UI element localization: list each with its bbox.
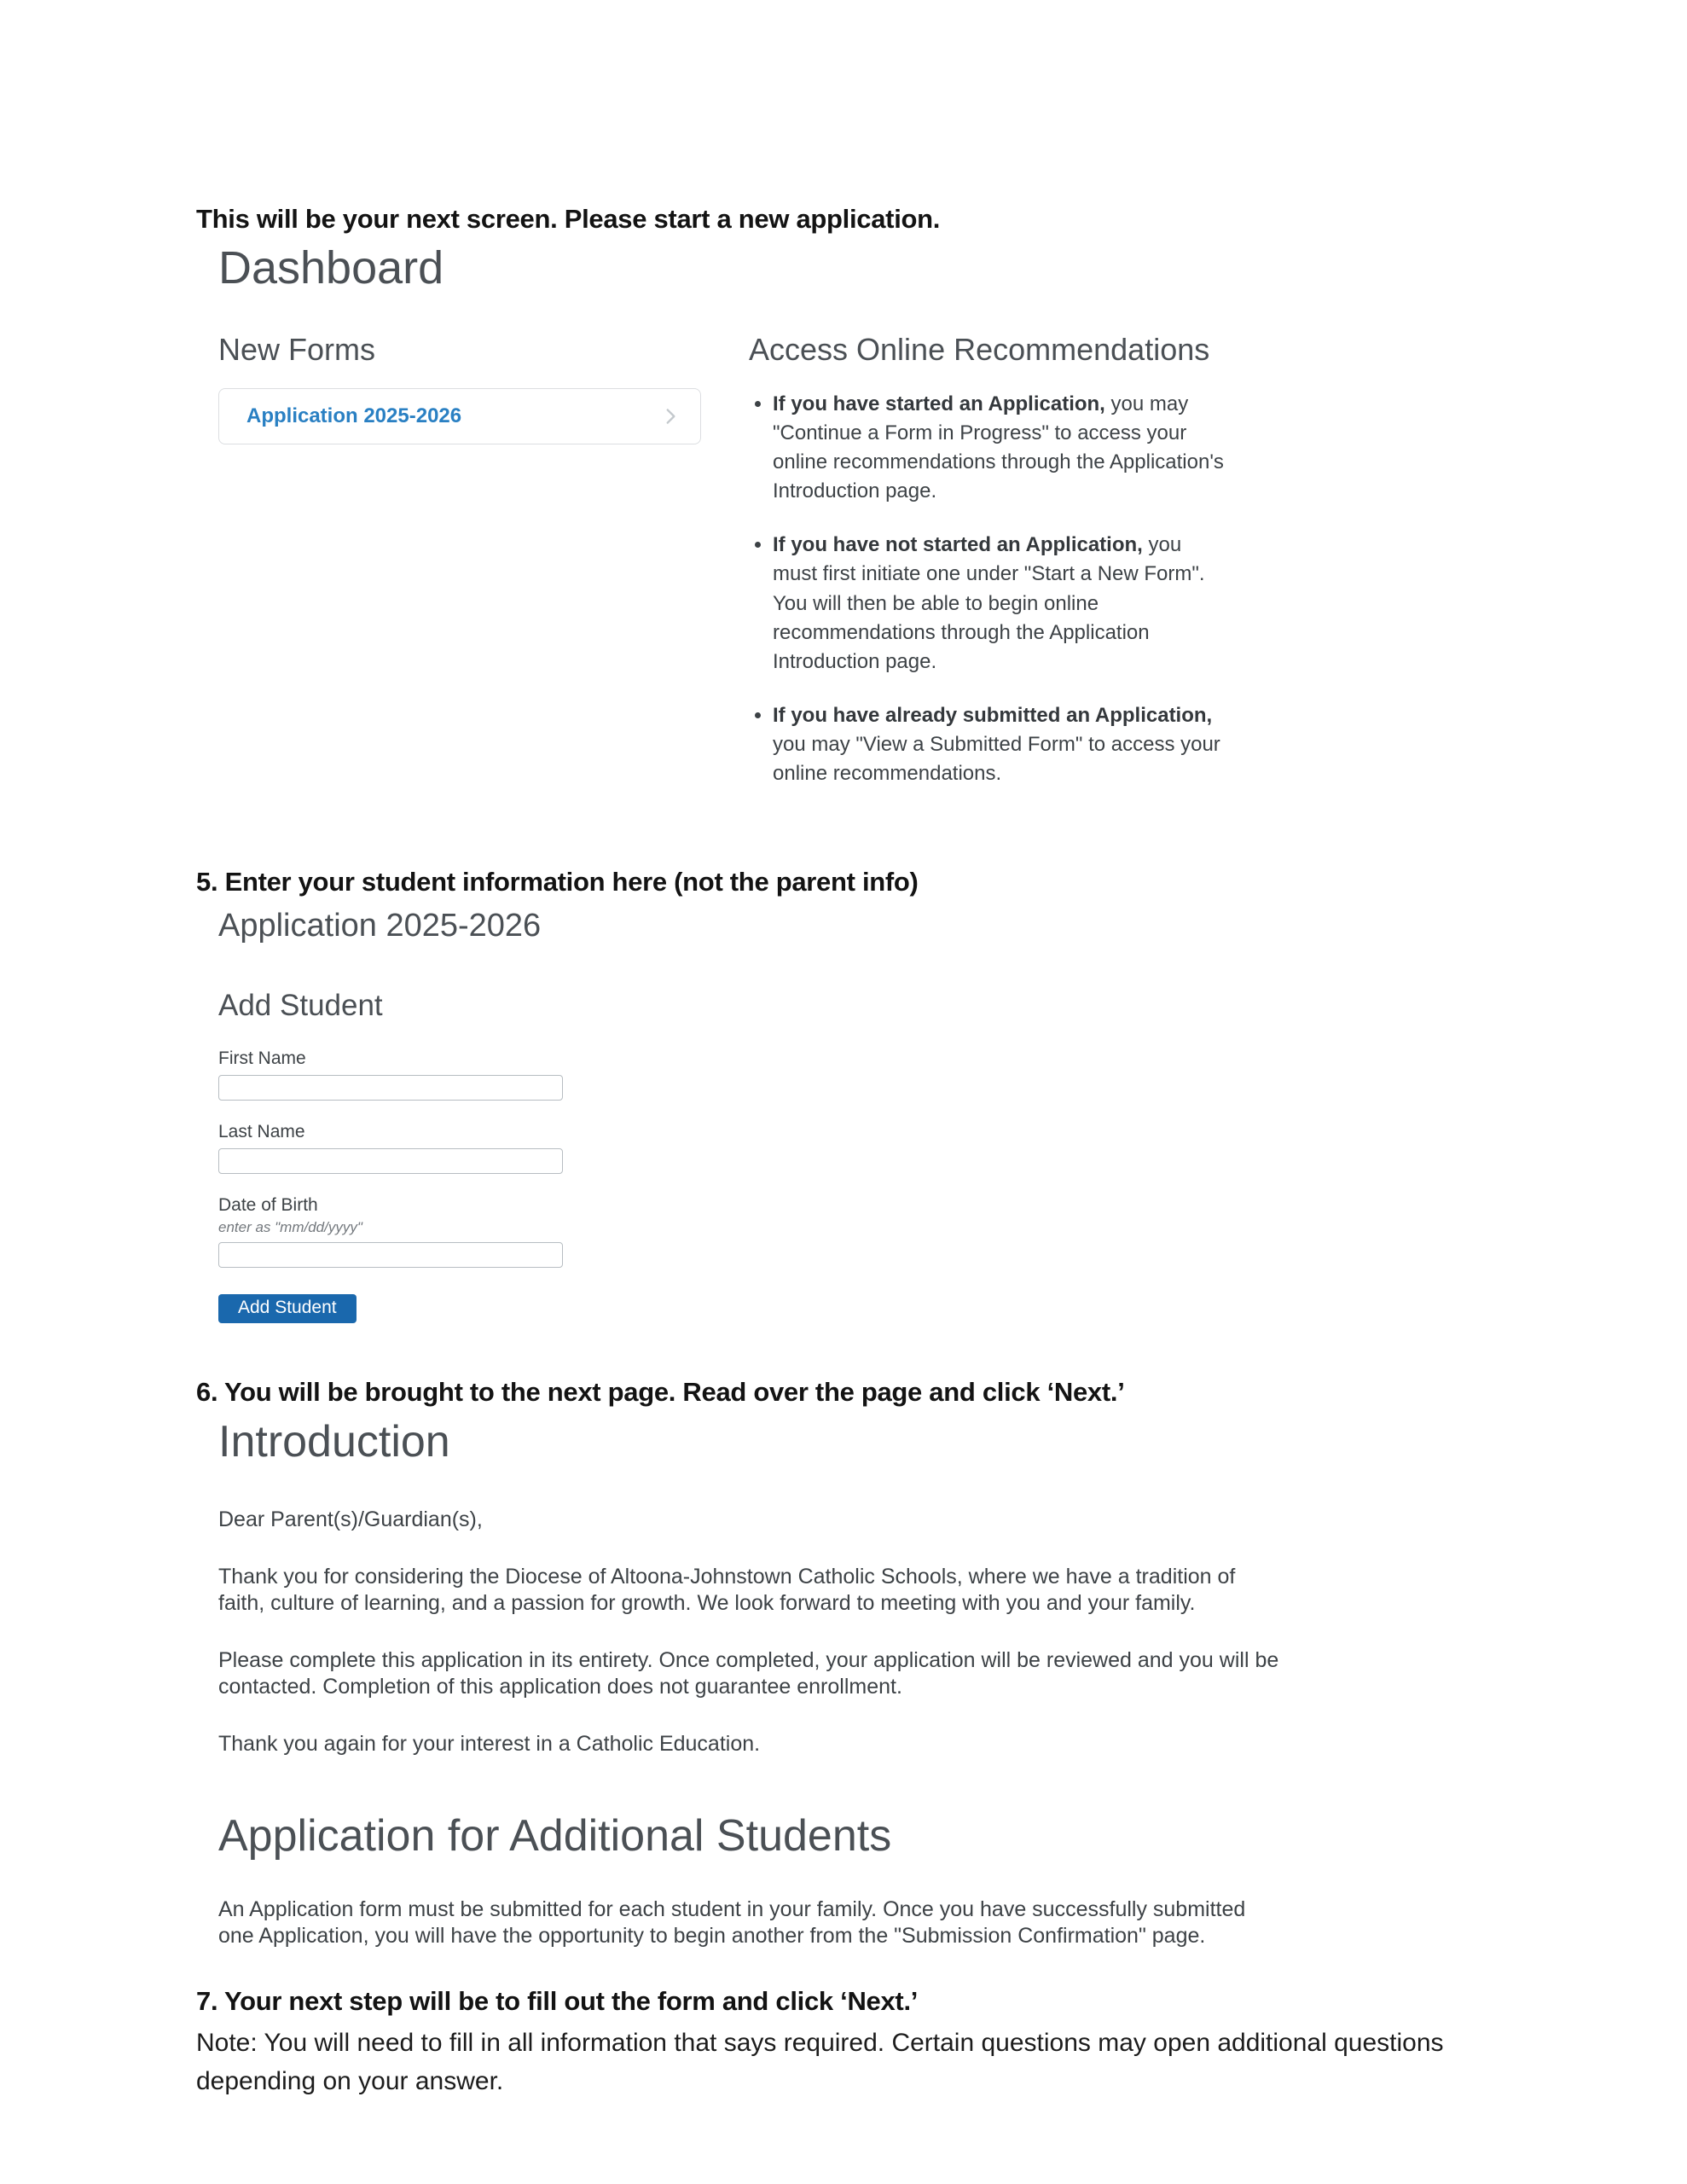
bullet-bold-text: If you have already submitted an Application, bbox=[773, 703, 1213, 727]
new-forms-section bbox=[218, 332, 701, 813]
add-student-button[interactable]: Add Student bbox=[218, 1294, 357, 1323]
date-of-birth-input[interactable] bbox=[218, 1242, 563, 1268]
introduction-paragraph: Please complete this application in its entirety. Once completed, your application will be reviewed and you will be contacted. Completion of this application does not guarantee enrollment. bbox=[218, 1647, 1279, 1699]
bullet-bold-text: If you have started an Application, bbox=[773, 392, 1105, 416]
introduction-paragraph: Thank you again for your interest in a Catholic Education. bbox=[218, 1731, 761, 1756]
doc-step5-heading: 5. Enter your student information here (not the parent info) bbox=[196, 866, 919, 897]
introduction-paragraph: Thank you for considering the Diocese of Altoona-Johnstown Catholic Schools, where we have a tradition of faith, culture of learning, and a passion for growth. We look forward to meeting with you and your family. bbox=[218, 1564, 1236, 1615]
recommendations-list bbox=[749, 390, 1226, 788]
chevron-right-icon bbox=[659, 405, 681, 427]
doc-step7-heading: 7. Your next step will be to fill out the form and click ‘Next.’ bbox=[196, 1985, 919, 2016]
list-item bbox=[773, 390, 1226, 506]
introduction-title: Introduction bbox=[218, 1417, 450, 1467]
introduction-screenshot bbox=[218, 1418, 1491, 1949]
add-student-heading: Add Student bbox=[218, 989, 383, 1023]
new-forms-heading: New Forms bbox=[218, 331, 376, 367]
bullet-text: you must first initiate one under "Start a New Form". You will then be able to begin online recommendations through the Application Introduction page. bbox=[773, 533, 1205, 673]
dashboard-screenshot bbox=[218, 243, 1491, 813]
salutation-text: Dear Parent(s)/Guardian(s), bbox=[218, 1507, 483, 1531]
first-name-label: First Name bbox=[218, 1048, 306, 1069]
date-of-birth-label: Date of Birth bbox=[218, 1195, 318, 1216]
additional-students-title: Application for Additional Students bbox=[218, 1810, 892, 1861]
dashboard-columns bbox=[218, 332, 1491, 813]
last-name-input[interactable] bbox=[218, 1148, 563, 1174]
doc-step6-heading: 6. You will be brought to the next page. Read over the page and click ‘Next.’ bbox=[196, 1377, 1125, 1408]
application-form-link[interactable]: Application 2025-2026 bbox=[246, 404, 462, 428]
date-of-birth-hint: enter as "mm/dd/yyyy" bbox=[218, 1219, 362, 1236]
recommendations-section bbox=[749, 332, 1226, 813]
last-name-field-group bbox=[218, 1122, 1491, 1174]
list-item bbox=[773, 701, 1226, 788]
bullet-text: you may "Continue a Form in Progress" to access your online recommendations through the Application's Introduction page. bbox=[773, 392, 1224, 503]
recommendations-heading: Access Online Recommendations bbox=[749, 331, 1210, 367]
first-name-input[interactable] bbox=[218, 1075, 563, 1101]
application-screenshot bbox=[218, 908, 1491, 1323]
doc-step7-note: Note: You will need to fill in all information that says required. Certain questions may open additional questions depending on your answer. bbox=[196, 2028, 1444, 2095]
application-title: Application 2025-2026 bbox=[218, 908, 542, 944]
bullet-bold-text: If you have not started an Application, bbox=[773, 533, 1143, 557]
date-of-birth-field-group bbox=[218, 1195, 1491, 1268]
first-name-field-group bbox=[218, 1048, 1491, 1101]
application-form-card[interactable] bbox=[218, 388, 701, 444]
list-item bbox=[773, 531, 1226, 676]
bullet-text: you may "View a Submitted Form" to access your online recommendations. bbox=[773, 732, 1220, 785]
dashboard-title: Dashboard bbox=[218, 242, 444, 294]
last-name-label: Last Name bbox=[218, 1122, 305, 1142]
doc-intro-heading: This will be your next screen. Please start a new application. bbox=[196, 204, 941, 234]
additional-students-paragraph: An Application form must be submitted for each student in your family. Once you have successfully submitted one Application, you will have the opportunity to begin another from the "Submission Confirmation" page. bbox=[218, 1896, 1246, 1948]
add-student-form bbox=[218, 1048, 1491, 1323]
